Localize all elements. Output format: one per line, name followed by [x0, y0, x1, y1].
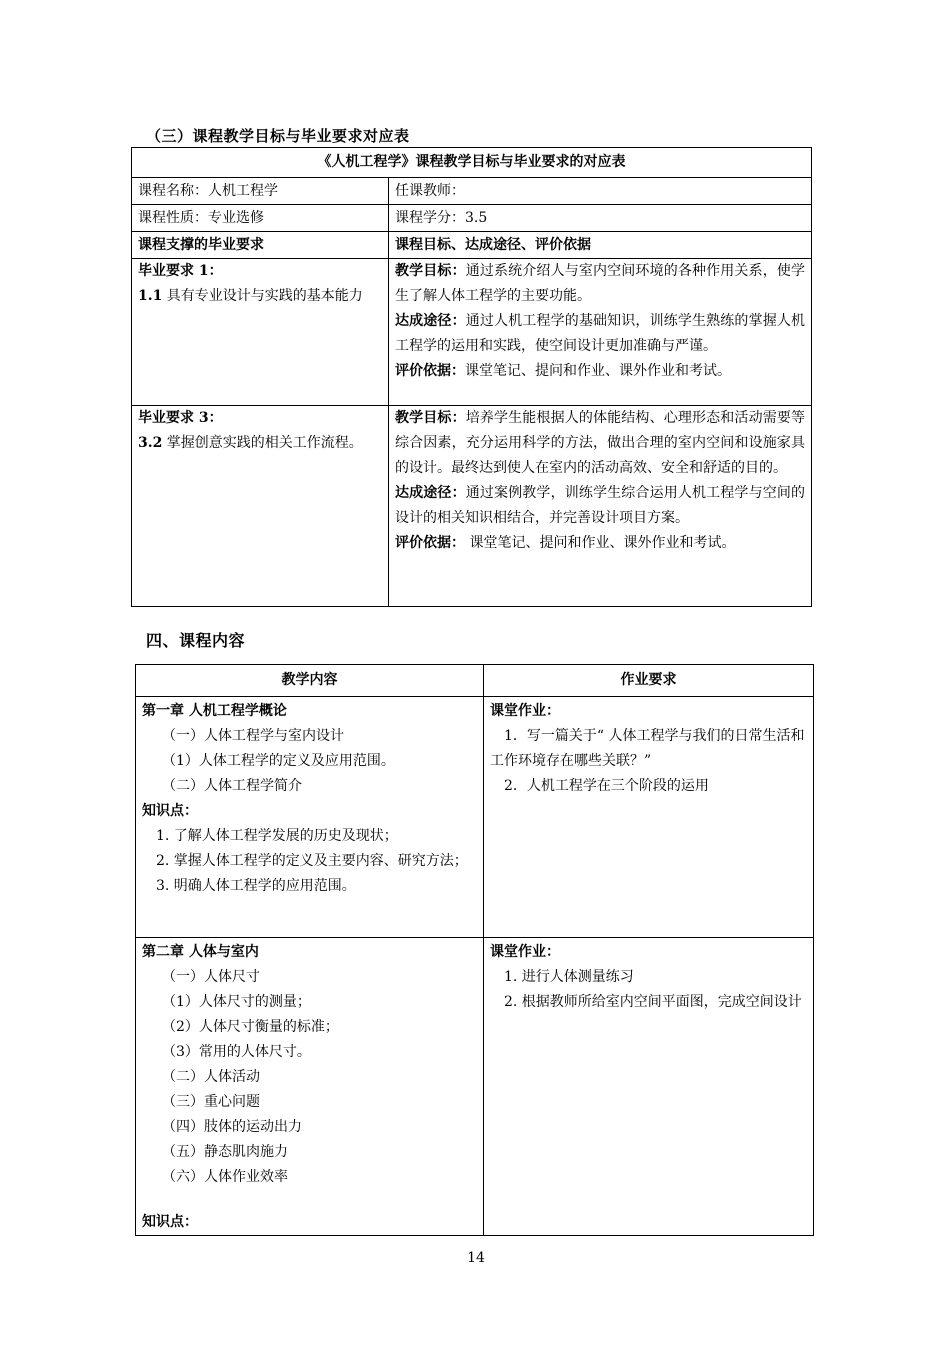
chapter-content-cell [136, 938, 484, 1236]
table-row [132, 406, 812, 607]
table-row [136, 697, 814, 938]
requirement-title: 毕业要求 1： [138, 263, 223, 279]
requirement-desc: 掌握创意实践的相关工作流程。 [162, 435, 363, 451]
course-credits: 课程学分：3.5 [389, 205, 812, 232]
list-item: （六）人体作业效率 [162, 1169, 288, 1185]
goal-text: 通过系统介绍人与室内空间环境的各种作用关系，使学生了解人体工程学的主要功能。 [395, 263, 806, 304]
requirement-number: 3.2 [138, 435, 163, 451]
list-item: （四）肢体的运动出力 [162, 1119, 302, 1135]
chapter-homework-cell [484, 697, 814, 938]
content-table [135, 664, 814, 1236]
goal-text: 培养学生能根据人的体能结构、心理形态和活动需要等综合因素，充分运用科学的方法，做出合理的室内空间和设施家具的设计。最终达到使人在室内的活动高效、安全和舒适的目的。 [395, 410, 806, 476]
list-item: （二）人体工程学简介 [162, 778, 302, 794]
table-row [132, 259, 812, 406]
header-homework: 作业要求 [484, 665, 814, 697]
list-item: 1. 进行人体测量练习 [504, 969, 634, 985]
list-item: （一）人体工程学与室内设计 [162, 728, 344, 744]
knowledge-points-label: 知识点： [142, 1214, 198, 1230]
requirement-desc: 具有专业设计与实践的基本能力 [162, 288, 363, 304]
eval-text: 课堂笔记、提问和作业、课外作业和考试。 [465, 363, 731, 379]
list-item: 2. 根据教师所给室内空间平面图，完成空间设计 [504, 994, 802, 1010]
list-item: （一）人体尺寸 [162, 969, 260, 985]
course-nature: 课程性质：专业选修 [132, 205, 389, 232]
requirement-text [138, 431, 382, 456]
chapter-content-cell [136, 697, 484, 938]
eval-paragraph [395, 531, 805, 556]
list-item: 1．写一篇关于“ 人体工程学与我们的日常生活和工作环境存在哪些关联？” [490, 728, 805, 769]
list-item: （1）人体工程学的定义及应用范围。 [162, 753, 395, 769]
eval-label: 评价依据： [395, 535, 465, 551]
eval-label: 评价依据： [395, 363, 465, 379]
chapter-title: 第一章 人机工程学概论 [142, 703, 287, 719]
requirement-title: 毕业要求 3： [138, 410, 223, 426]
objectives-table [131, 147, 812, 607]
list-item: （2）人体尺寸衡量的标准； [162, 1019, 339, 1035]
path-label: 达成途径： [395, 313, 466, 329]
goal-paragraph [395, 406, 805, 481]
table-caption: 《人机工程学》课程教学目标与毕业要求的对应表 [132, 148, 812, 178]
knowledge-points-label: 知识点： [142, 803, 198, 819]
list-item: （1）人体尺寸的测量； [162, 994, 311, 1010]
homework-label: 课堂作业： [490, 944, 560, 960]
goal-label: 教学目标： [395, 263, 466, 279]
path-paragraph [395, 481, 805, 531]
path-text: 通过案例教学，训练学生综合运用人机工程学与空间的设计的相关知识相结合，并完善设计项目方案。 [395, 485, 806, 526]
requirement-text [138, 284, 382, 309]
requirement-cell [132, 259, 389, 406]
course-name: 课程名称：人机工程学 [132, 178, 389, 205]
list-item: （三）重心问题 [162, 1094, 260, 1110]
chapter-title: 第二章 人体与室内 [142, 944, 259, 960]
header-content: 教学内容 [136, 665, 484, 697]
section-title: （三）课程教学目标与毕业要求对应表 [146, 127, 410, 145]
header-objectives: 课程目标、达成途径、评价依据 [389, 232, 812, 259]
list-item: 1. 了解人体工程学发展的历史及现状； [156, 828, 398, 844]
eval-text: 课堂笔记、提问和作业、课外作业和考试。 [465, 535, 736, 551]
chapter-homework-cell [484, 938, 814, 1236]
objective-cell [389, 406, 812, 607]
teacher: 任课教师： [389, 178, 812, 205]
goal-paragraph [395, 259, 805, 309]
page-number: 14 [467, 1250, 485, 1266]
goal-label: 教学目标： [395, 410, 466, 426]
path-label: 达成途径： [395, 485, 466, 501]
list-item: （五）静态肌肉施力 [162, 1144, 288, 1160]
objective-cell [389, 259, 812, 406]
list-item: （3）常用的人体尺寸。 [162, 1044, 311, 1060]
list-item: 2. 掌握人体工程学的定义及主要内容、研究方法； [156, 853, 468, 869]
header-requirements: 课程支撑的毕业要求 [132, 232, 389, 259]
list-item: （二）人体活动 [162, 1069, 260, 1085]
eval-paragraph [395, 359, 805, 384]
path-paragraph [395, 309, 805, 359]
section-title: 四、课程内容 [146, 631, 246, 650]
list-item: 3. 明确人体工程学的应用范围。 [156, 878, 356, 894]
path-text: 通过人机工程学的基础知识，训练学生熟练的掌握人机工程学的运用和实践，使空间设计更加准确与严谨。 [395, 313, 806, 354]
table-row [136, 938, 814, 1236]
homework-label: 课堂作业： [490, 703, 560, 719]
requirement-cell [132, 406, 389, 607]
requirement-number: 1.1 [138, 288, 163, 304]
list-item: 2．人机工程学在三个阶段的运用 [504, 778, 709, 794]
